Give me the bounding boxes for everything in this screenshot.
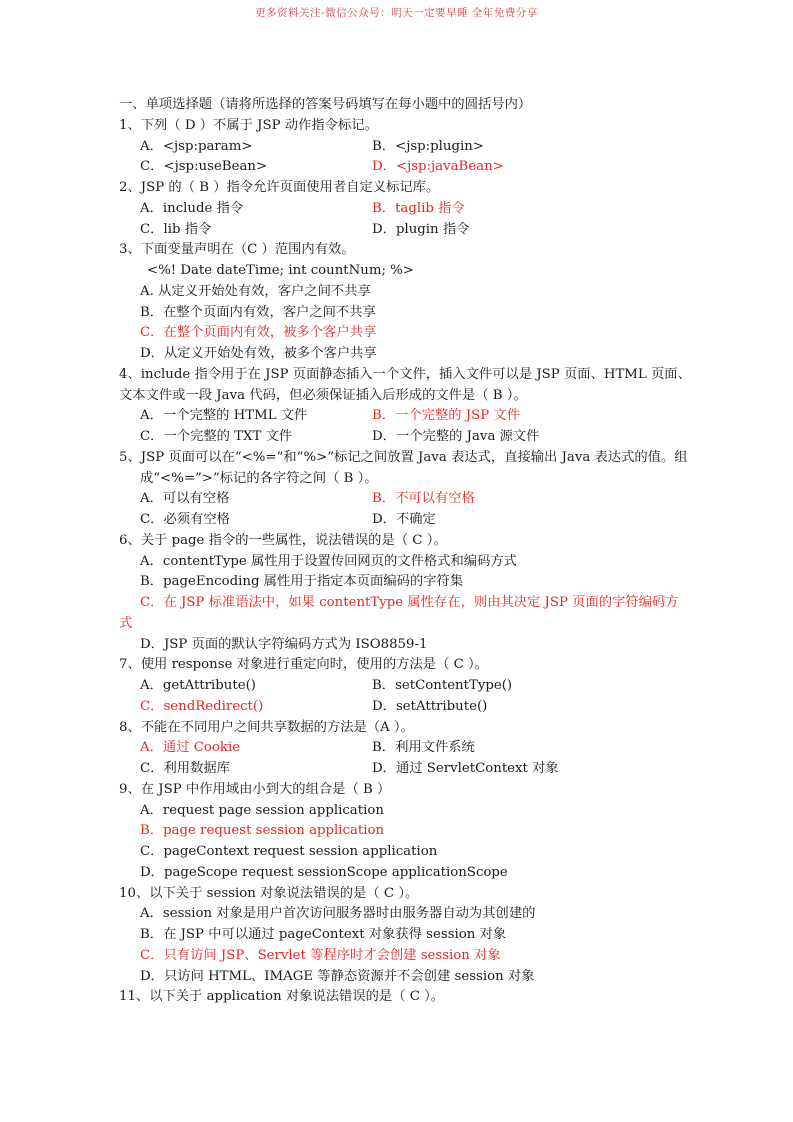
option: A．<jsp:param> — [140, 138, 253, 154]
correct-option: B．taglib 指令 — [372, 200, 465, 216]
question — [119, 240, 679, 365]
correct-option: B．一个完整的 JSP 文件 — [372, 408, 520, 424]
question-stem: 4、include 指令用于在 JSP 页面静态插入一个文件，插入文件可以是 JSP 页面、HTML 页面、 — [119, 366, 691, 382]
option: B．在 JSP 中可以通过 pageContext 对象获得 session 对象 — [140, 927, 507, 942]
option-row — [119, 697, 679, 718]
code-snippet: <%! Date dateTime; int countNum; %> — [147, 263, 414, 278]
correct-option: C．只有访问 JSP、Servlet 等程序时才会创建 session 对象 — [140, 947, 501, 963]
option-row — [119, 676, 679, 697]
option-row — [119, 759, 679, 780]
question — [119, 718, 679, 780]
question-stem: 10、以下关于 session 对象说法错误的是（ C ）。 — [119, 885, 419, 901]
option-row — [119, 738, 679, 759]
option: B．<jsp:plugin> — [372, 138, 484, 154]
option: A．一个完整的 HTML 文件 — [140, 408, 308, 424]
question-stem: 3、下面变量声明在（C ）范围内有效。 — [119, 242, 355, 258]
correct-option: C．在整个页面内有效，被多个客户共享 — [140, 325, 377, 341]
option: A．可以有空格 — [140, 491, 230, 507]
option: A．request page session application — [140, 802, 384, 818]
option: B．setContentType() — [372, 678, 513, 693]
question — [119, 116, 679, 178]
option: A．include 指令 — [140, 200, 244, 216]
option: D．通过 ServletContext 对象 — [372, 761, 559, 776]
document-body — [119, 95, 691, 1008]
option: C．一个完整的 TXT 文件 — [140, 429, 293, 444]
question-stem: 7、使用 response 对象进行重定向时，使用的方法是（ C ）。 — [119, 657, 488, 673]
question — [119, 448, 688, 531]
option: C．利用数据库 — [140, 761, 230, 776]
question-stem: 1、下列（ D ）不属于 JSP 动作指令标记。 — [119, 117, 378, 133]
option: C．必须有空格 — [140, 512, 230, 527]
option: C．lib 指令 — [140, 221, 212, 237]
question-stem: 2、JSP 的（ B ）指令允许页面使用者自定义标记库。 — [119, 180, 440, 195]
option-row — [119, 427, 679, 448]
correct-option: B．page request session application — [140, 823, 385, 839]
option: A. 从定义开始处有效，客户之间不共享 — [140, 283, 371, 299]
watermark-header: 更多资料关注-微信公众号：明天一定要早睡 全年免费分享 — [255, 7, 538, 19]
option-row — [119, 406, 679, 427]
option: D．不确定 — [372, 512, 436, 527]
question — [119, 780, 679, 884]
question-stem: 5、JSP 页面可以在“<%=”和“%>”标记之间放置 Java 表达式，直接输出 Java 表达式的值。组 — [119, 449, 688, 465]
question-stem: 8、不能在不同用户之间共享数据的方法是（A ）。 — [119, 719, 414, 735]
option: A．contentType 属性用于设置传回网页的文件格式和编码方式 — [140, 553, 517, 569]
option: A．session 对象是用户首次访问服务器时由服务器自动为其创建的 — [140, 906, 536, 922]
question-stem: 6、关于 page 指令的一些属性，说法错误的是（ C ）。 — [119, 532, 447, 548]
option: B．利用文件系统 — [372, 740, 475, 756]
option-row — [119, 510, 679, 531]
option-row — [119, 489, 679, 510]
option: D．JSP 页面的默认字符编码方式为 ISO8859-1 — [140, 636, 428, 652]
question — [119, 655, 679, 717]
option: B．在整个页面内有效，客户之间不共享 — [140, 304, 376, 320]
correct-option: B．不可以有空格 — [372, 491, 475, 507]
option: D．setAttribute() — [372, 698, 488, 714]
correct-option: C．sendRedirect() — [140, 698, 264, 714]
option: D．pageScope request sessionScope applicationScope — [140, 864, 508, 880]
option-row — [119, 220, 679, 241]
correct-option: A．通过 Cookie — [140, 740, 241, 756]
question — [119, 884, 679, 988]
question-stem: 11、以下关于 application 对象说法错误的是（ C ）。 — [119, 989, 445, 1005]
option: D．从定义开始处有效，被多个客户共享 — [140, 346, 377, 361]
option-row — [119, 157, 679, 178]
section-title: 一、单项选择题（请将所选择的答案号码填写在每小题中的圆括号内） — [119, 97, 532, 112]
question-stem: 文本文件或一段 Java 代码，但必须保证插入后形成的文件是（ B ）。 — [119, 387, 527, 403]
option: C．<jsp:useBean> — [140, 159, 268, 175]
option-continuation: 式 — [119, 615, 133, 631]
question — [119, 178, 679, 240]
option-row — [119, 199, 679, 220]
question — [119, 365, 691, 448]
correct-option: C．在 JSP 标准语法中，如果 contentType 属性存在，则由其决定 JSP 页面的字符编码方 — [140, 595, 679, 610]
option: D．plugin 指令 — [372, 221, 470, 237]
option: B．pageEncoding 属性用于指定本页面编码的字符集 — [140, 574, 464, 590]
question-stem: 成“<%=”>”标记的各字符之间（ B ）。 — [140, 470, 378, 486]
option: C．pageContext request session application — [140, 844, 438, 859]
correct-option: D．<jsp:javaBean> — [372, 159, 504, 175]
option: D．一个完整的 Java 源文件 — [372, 429, 540, 444]
question — [119, 531, 679, 656]
question — [119, 987, 679, 1008]
option: A．getAttribute() — [140, 678, 256, 693]
question-stem: 9、在 JSP 中作用域由小到大的组合是（ B ） — [119, 781, 391, 797]
option-row — [119, 137, 679, 158]
option: D．只访问 HTML、IMAGE 等静态资源并不会创建 session 对象 — [140, 968, 535, 984]
